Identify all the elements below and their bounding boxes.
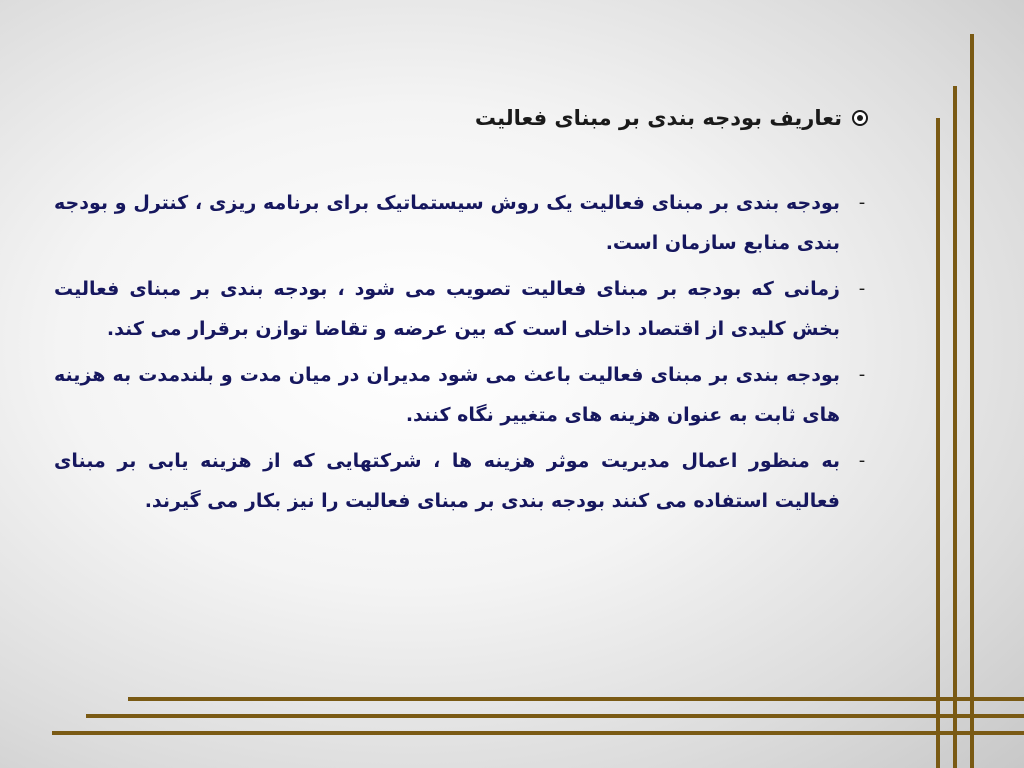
bullet-text: بودجه بندی بر مبنای فعالیت باعث می شود مدیران در میان مدت و بلندمدت به هزینه های ثابت به عنوان هزینه های متغییر نگاه کنند. <box>54 364 840 426</box>
bullet-text: به منظور اعمال مدیریت موثر هزینه ها ، شرکتهایی که از هزینه یابی بر مبنای فعالیت استفاده می کنند بودجه بندی بر مبنای فعالیت را نیز بکار می گیرند. <box>54 450 840 512</box>
bullet-text: زمانی که بودجه بر مبنای فعالیت تصویب می شود ، بودجه بندی بر مبنای فعالیت بخش کلیدی از اقتصاد داخلی است که بین عرضه و تقاضا توازن برقرار می کند. <box>54 278 840 340</box>
slide-title-row <box>475 106 868 130</box>
bullet-marker: - <box>858 450 866 471</box>
bullet-item <box>54 355 884 435</box>
bullet-item <box>54 441 884 521</box>
bullet-list <box>54 183 884 527</box>
bullet-text: بودجه بندی بر مبنای فعالیت یک روش سیستماتیک برای برنامه ریزی ، کنترل و بودجه بندی منابع سازمان است. <box>54 192 840 254</box>
bullet-marker: - <box>858 192 866 213</box>
bullet-marker: - <box>858 278 866 299</box>
decorative-vertical-line <box>970 34 974 768</box>
decorative-horizontal-line <box>52 731 1024 735</box>
decorative-horizontal-line <box>86 714 1024 718</box>
bullet-item <box>54 183 884 263</box>
decorative-vertical-line <box>953 86 957 768</box>
slide-title: تعاریف بودجه بندی بر مبنای فعالیت <box>474 106 842 130</box>
decorative-vertical-line <box>936 118 940 768</box>
bullet-item <box>54 269 884 349</box>
decorative-horizontal-line <box>128 697 1024 701</box>
bullet-marker: - <box>858 364 866 385</box>
target-bullet-icon <box>852 110 868 126</box>
